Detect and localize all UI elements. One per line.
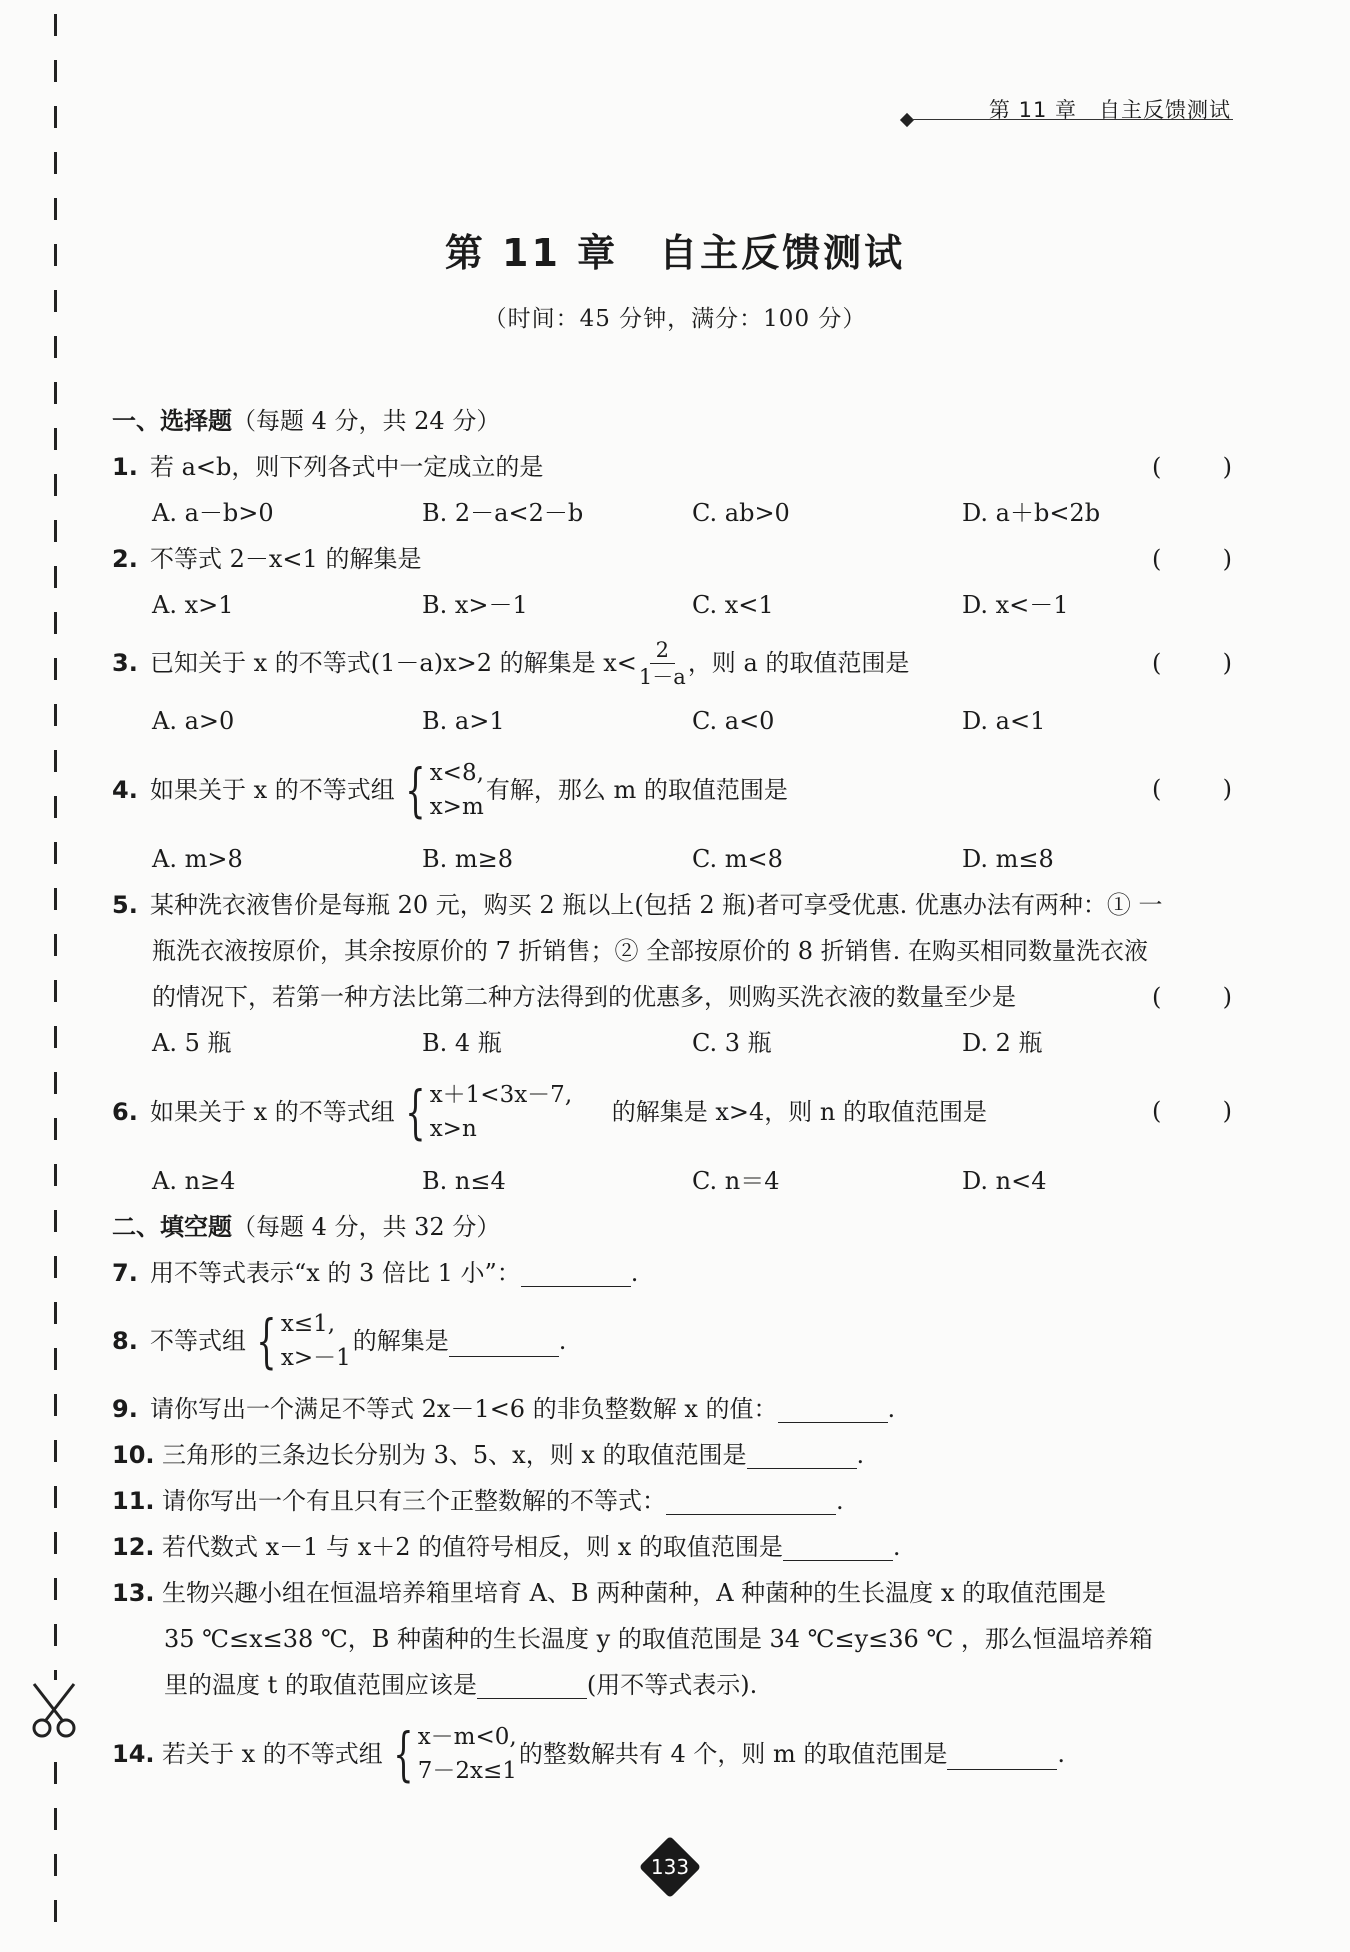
blank-end: . (836, 1487, 844, 1515)
question-number: 5. (112, 891, 138, 919)
answer-blank[interactable] (778, 1392, 888, 1423)
option-a[interactable]: A. a－b>0 (152, 499, 274, 527)
option-b[interactable]: B. x>－1 (422, 591, 528, 619)
bracket-open: ( (1152, 649, 1162, 677)
bracket-close: ) (1222, 1097, 1232, 1125)
question-text: 不等式 2－x<1 的解集是 (150, 545, 422, 573)
question-14 (112, 1708, 1232, 1800)
option-a[interactable]: A. m>8 (152, 845, 243, 873)
question-text-line-1: 某种洗衣液售价是每瓶 20 元，购买 2 瓶以上(包括 2 瓶)者可享受优惠. 优惠办法有两种：① 一 (150, 891, 1163, 919)
option-b[interactable]: B. n≤4 (422, 1167, 506, 1195)
answer-blank[interactable] (783, 1530, 893, 1561)
answer-bracket[interactable] (1152, 536, 1232, 582)
page-title: 第 11 章 自主反馈测试 (444, 231, 906, 275)
answer-blank[interactable] (747, 1438, 857, 1469)
options-3 (112, 698, 1232, 744)
option-c[interactable]: C. ab>0 (692, 499, 790, 527)
answer-blank[interactable] (449, 1326, 559, 1357)
question-text: 如果关于 x 的不等式组 (150, 776, 395, 804)
question-text-tail: 的解集是 x>4，则 n 的取值范围是 (611, 1098, 987, 1126)
question-text-tail: 有解，那么 m 的取值范围是 (485, 776, 788, 804)
question-text: 请你写出一个有且只有三个正整数解的不等式： (162, 1487, 666, 1515)
section-note: （每题 4 分，共 24 分） (232, 407, 501, 435)
answer-blank[interactable] (947, 1739, 1057, 1770)
blank-end: . (892, 1533, 901, 1561)
option-b[interactable]: B. a>1 (422, 707, 505, 735)
bracket-close: ) (1222, 545, 1232, 573)
question-number: 12. (112, 1533, 155, 1561)
blank-end: . (630, 1259, 639, 1287)
question-9 (112, 1386, 1232, 1432)
brace-icon: { (405, 1078, 426, 1146)
question-list (112, 398, 1232, 1800)
question-5 (112, 882, 1232, 928)
question-2 (112, 536, 1232, 582)
answer-bracket[interactable] (1152, 444, 1232, 490)
section-label: 二、填空题 (112, 1213, 232, 1241)
question-text-line-2: 瓶洗衣液按原价，其余按原价的 7 折销售；② 全部按原价的 8 折销售. 在购买相同数量洗衣液 (152, 937, 1148, 965)
system-line-2: 7－2x≤1 (417, 1758, 517, 1784)
question-1 (112, 444, 1232, 490)
question-11 (112, 1478, 1232, 1524)
question-number: 14. (112, 1740, 155, 1768)
options-4 (112, 836, 1232, 882)
option-d[interactable]: D. m≤8 (962, 845, 1054, 873)
question-text: 若代数式 x－1 与 x＋2 的值符号相反，则 x 的取值范围是 (162, 1533, 783, 1561)
question-5-line-3 (112, 974, 1232, 1020)
option-a[interactable]: A. a>0 (152, 707, 235, 735)
question-text: 用不等式表示“x 的 3 倍比 1 小”： (150, 1259, 521, 1287)
question-text: 请你写出一个满足不等式 2x－1<6 的非负整数解 x 的值： (150, 1395, 778, 1423)
bracket-open: ( (1152, 453, 1162, 481)
section-note: （每题 4 分，共 32 分） (232, 1213, 501, 1241)
bracket-open: ( (1152, 775, 1162, 803)
question-number: 11. (112, 1487, 155, 1515)
question-number: 8. (112, 1327, 138, 1355)
bracket-close: ) (1222, 983, 1232, 1011)
question-4 (112, 744, 1232, 836)
option-c[interactable]: C. x<1 (692, 591, 774, 619)
question-text-line-2: 35 ℃≤x≤38 ℃，B 种菌种的生长温度 y 的取值范围是 34 ℃≤y≤36 ℃ ，那么恒温培养箱 (164, 1625, 1153, 1653)
answer-blank[interactable] (477, 1668, 587, 1699)
question-text: 已知关于 x 的不等式(1－a)x>2 的解集是 x< (150, 649, 637, 677)
question-text: 如果关于 x 的不等式组 (150, 1098, 395, 1126)
answer-bracket[interactable] (1152, 974, 1232, 1020)
question-3 (112, 628, 1232, 698)
answer-bracket[interactable] (1152, 766, 1232, 812)
bracket-open: ( (1152, 545, 1162, 573)
option-c[interactable]: C. n＝4 (692, 1167, 780, 1195)
page-number: 133 (650, 1855, 690, 1879)
question-number: 4. (112, 776, 138, 804)
blank-end: . (887, 1395, 896, 1423)
option-d[interactable]: D. n<4 (962, 1167, 1047, 1195)
question-number: 3. (112, 649, 138, 677)
option-a[interactable]: A. x>1 (152, 591, 234, 619)
blank-end: . (558, 1327, 567, 1355)
option-a[interactable]: A. n≥4 (152, 1167, 236, 1195)
inequality-system (385, 1720, 517, 1788)
question-8 (112, 1296, 1232, 1386)
bracket-open: ( (1152, 1097, 1162, 1125)
question-number: 9. (112, 1395, 138, 1423)
question-text-tail: 的整数解共有 4 个，则 m 的取值范围是 (518, 1740, 948, 1768)
system-line-2: x>－1 (280, 1345, 351, 1371)
question-text-line-3: 的情况下，若第一种方法比第二种方法得到的优惠多，则购买洗衣液的数量至少是 (152, 983, 1016, 1011)
inequality-system (248, 1307, 351, 1375)
question-text-tail: 的解集是 (352, 1327, 449, 1355)
answer-blank[interactable] (521, 1256, 631, 1287)
bracket-close: ) (1222, 453, 1232, 481)
fraction (639, 637, 686, 690)
option-d[interactable]: D. x<－1 (962, 591, 1069, 619)
question-10 (112, 1432, 1232, 1478)
question-number: 2. (112, 545, 138, 573)
system-line-1: x－m<0, (417, 1724, 517, 1750)
question-number: 6. (112, 1098, 138, 1126)
question-number: 10. (112, 1441, 155, 1469)
diamond-icon (900, 113, 914, 127)
section-heading-1 (112, 398, 1232, 444)
options-1 (112, 490, 1232, 536)
question-text-tail: ，则 a 的取值范围是 (687, 649, 910, 677)
question-13-line-3 (112, 1662, 1232, 1708)
option-d[interactable]: D. a＋b<2b (962, 499, 1101, 527)
page-subtitle: （时间：45 分钟，满分：100 分） (483, 306, 867, 332)
question-text: 若 a<b，则下列各式中一定成立的是 (150, 453, 544, 481)
question-text-line-3: 里的温度 t 的取值范围应该是 (164, 1671, 477, 1699)
bracket-close: ) (1222, 775, 1232, 803)
brace-icon: { (405, 756, 426, 824)
bracket-close: ) (1222, 649, 1232, 677)
option-a[interactable]: A. 5 瓶 (152, 1029, 232, 1057)
question-number: 13. (112, 1579, 155, 1607)
option-c[interactable]: C. 3 瓶 (692, 1029, 772, 1057)
question-text: 三角形的三条边长分别为 3、5、x，则 x 的取值范围是 (162, 1441, 747, 1469)
option-d[interactable]: D. a<1 (962, 707, 1046, 735)
question-text-line-1: 生物兴趣小组在恒温培养箱里培育 A、B 两种菌种，A 种菌种的生长温度 x 的取值范围是 (162, 1579, 1106, 1607)
options-6 (112, 1158, 1232, 1204)
answer-blank[interactable] (666, 1484, 836, 1515)
bracket-open: ( (1152, 983, 1162, 1011)
section-label: 一、选择题 (112, 407, 232, 435)
system-line-1: x≤1, (280, 1311, 336, 1337)
options-5 (112, 1020, 1232, 1066)
question-text: 不等式组 (150, 1327, 246, 1355)
option-b[interactable]: B. m≥8 (422, 845, 514, 873)
brace-icon: { (256, 1307, 277, 1375)
system-line-2: x>n (429, 1116, 477, 1142)
blank-end: . (856, 1441, 865, 1469)
system-line-1: x<8, (429, 760, 484, 786)
header-text: 第 11 章 自主反馈测试 (988, 98, 1231, 122)
system-line-1: x＋1<3x－7, (429, 1082, 573, 1108)
question-13 (112, 1570, 1232, 1616)
options-2 (112, 582, 1232, 628)
brace-icon: { (393, 1720, 414, 1788)
question-text: 若关于 x 的不等式组 (162, 1740, 383, 1768)
inequality-system (397, 1078, 610, 1146)
answer-bracket[interactable] (1152, 640, 1232, 686)
question-number: 7. (112, 1259, 138, 1287)
fraction-numerator: 2 (650, 637, 675, 664)
option-c[interactable]: C. m<8 (692, 845, 783, 873)
system-line-2: x>m (429, 794, 484, 820)
running-header (900, 92, 1233, 126)
fraction-denominator: 1－a (638, 664, 686, 689)
blank-end: . (1057, 1740, 1066, 1768)
blank-end: (用不等式表示). (586, 1671, 758, 1699)
inequality-system (397, 756, 484, 824)
question-number: 1. (112, 453, 138, 481)
answer-bracket[interactable] (1152, 1088, 1232, 1134)
option-c[interactable]: C. a<0 (692, 707, 775, 735)
question-12 (112, 1524, 1232, 1570)
section-heading-2 (112, 1204, 1232, 1250)
option-b[interactable]: B. 4 瓶 (422, 1029, 502, 1057)
option-b[interactable]: B. 2－a<2－b (422, 499, 584, 527)
question-6 (112, 1066, 1232, 1158)
option-d[interactable]: D. 2 瓶 (962, 1029, 1043, 1057)
question-7 (112, 1250, 1232, 1296)
scissors-icon (28, 1680, 80, 1740)
